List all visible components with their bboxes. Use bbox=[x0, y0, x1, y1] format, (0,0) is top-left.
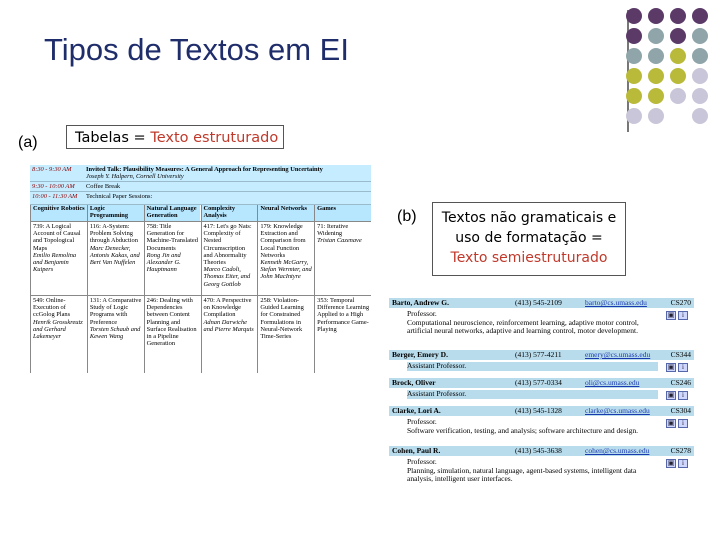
schedule-paper bbox=[204, 223, 256, 288]
caption-b-line2: uso de formatação = bbox=[455, 230, 603, 246]
schedule-paper bbox=[317, 297, 369, 333]
person-name: Berger, Emery D. bbox=[392, 350, 448, 359]
person-role: Professor. bbox=[407, 309, 437, 318]
schedule-column bbox=[314, 205, 371, 373]
decorative-dot bbox=[626, 48, 642, 64]
decorative-dot bbox=[648, 108, 664, 124]
decorative-dot bbox=[692, 48, 708, 64]
info-icon[interactable]: i bbox=[678, 419, 688, 428]
schedule-column bbox=[257, 205, 314, 373]
paper-authors: Rong Jin and Alexander G. Hauptmann bbox=[146, 251, 181, 274]
decorative-dot bbox=[626, 108, 642, 124]
person-research: Planning, simulation, natural language, agent-based systems, intelligent data analysis, intelligent user interfaces. bbox=[407, 466, 637, 484]
decorative-dot bbox=[692, 8, 708, 24]
schedule-paper bbox=[317, 223, 369, 245]
person-name: Brock, Oliver bbox=[392, 378, 436, 387]
person-email-link[interactable]: emery@cs.umass.edu bbox=[585, 350, 651, 359]
decorative-dot bbox=[692, 88, 708, 104]
conference-schedule-table bbox=[30, 165, 371, 373]
caption-b-highlight: Texto semiestruturado bbox=[450, 250, 608, 266]
paper-title: 353: Temporal Difference Learning Applied to a High Performance Game-Playing bbox=[317, 297, 370, 333]
vcard-icon[interactable]: ▣ bbox=[667, 459, 675, 467]
schedule-bar-break bbox=[30, 182, 371, 192]
person-research: Computational neuroscience, reinforcement learning, adaptive motor control, artificial neural networks, adaptive and learning control, motor development. bbox=[407, 318, 639, 336]
schedule-column-header: Neural Networks bbox=[258, 205, 314, 221]
faculty-directory bbox=[389, 298, 694, 490]
schedule-event: Invited Talk: Plausibility Measures: A General Approach for Representing Uncertainty bbox=[86, 166, 323, 173]
decorative-dot bbox=[648, 68, 664, 84]
schedule-bar-invited bbox=[30, 165, 371, 182]
decorative-dot bbox=[648, 48, 664, 64]
paper-title: 470: A Perspective on Knowledge Compilation bbox=[203, 297, 252, 319]
slide-title: Tipos de Textos em EI bbox=[44, 32, 349, 67]
caption-a-highlight: Texto estruturado bbox=[150, 130, 279, 146]
person-phone: (413) 545-1328 bbox=[515, 406, 562, 415]
person-role: Assistant Professor. bbox=[407, 390, 658, 399]
paper-title: 116: A-System: Problem Solving through Abduction bbox=[89, 223, 138, 245]
label-b: (b) bbox=[397, 208, 417, 225]
caption-structured-text bbox=[66, 125, 284, 149]
person-email-link[interactable]: clarke@cs.umass.edu bbox=[585, 406, 650, 415]
decorative-dot bbox=[626, 68, 642, 84]
schedule-column-header: Cognitive Robotics bbox=[31, 205, 87, 221]
info-icon[interactable]: i bbox=[678, 459, 688, 468]
person-name: Clarke, Lori A. bbox=[392, 406, 441, 415]
paper-title: 179: Knowledge Extraction and Comparison from Local Function Networks bbox=[260, 223, 306, 259]
person-phone: (413) 577-0334 bbox=[515, 378, 562, 387]
decorative-dot bbox=[648, 88, 664, 104]
schedule-column-header: Natural Language Generation bbox=[145, 205, 201, 221]
entry-icons bbox=[666, 419, 690, 428]
person-name: Barto, Andrew G. bbox=[392, 298, 449, 307]
paper-authors: Marco Cadoli, Thomas Eiter, and Georg Gottlob bbox=[203, 266, 251, 288]
decorative-dot bbox=[670, 68, 686, 84]
paper-title: 417: Let's go Nats: Complexity of Nested Circumscription and Abnormality Theories bbox=[203, 223, 252, 267]
paper-title: 71: Iterative Widening bbox=[317, 223, 349, 238]
decorative-dot bbox=[670, 8, 686, 24]
decorative-dot bbox=[626, 8, 642, 24]
entry-icons bbox=[666, 391, 690, 400]
decorative-dot bbox=[692, 28, 708, 44]
entry-icons bbox=[666, 459, 690, 468]
decorative-dot bbox=[670, 28, 686, 44]
decorative-dot bbox=[626, 28, 642, 44]
vcard-icon[interactable]: ▣ bbox=[667, 391, 675, 399]
person-research: Software verification, testing, and analysis; software architecture and design. bbox=[407, 426, 638, 435]
schedule-paper bbox=[90, 223, 142, 266]
decorative-dot bbox=[692, 108, 708, 124]
person-office: CS304 bbox=[670, 406, 691, 415]
decorative-dot bbox=[692, 68, 708, 84]
person-office: CS246 bbox=[670, 378, 691, 387]
paper-authors: Torsten Schaub and Kewen Wang bbox=[89, 325, 141, 341]
person-email-link[interactable]: cohen@cs.umass.edu bbox=[585, 446, 650, 455]
paper-title: 739: A Logical Account of Causal and Topological Maps bbox=[33, 223, 81, 252]
paper-authors: Emilio Remolina and Benjamin Kuipers bbox=[33, 251, 77, 274]
schedule-paper bbox=[33, 297, 85, 340]
schedule-column-header: Games bbox=[315, 205, 371, 221]
person-phone: (413) 545-3638 bbox=[515, 446, 562, 455]
person-role: Assistant Professor. bbox=[407, 362, 658, 371]
schedule-paper bbox=[147, 223, 199, 273]
person-office: CS344 bbox=[670, 350, 691, 359]
entry-icons bbox=[666, 311, 690, 320]
paper-authors: Henrik Grosskreutz and Gerhard Lakemeyer bbox=[33, 318, 83, 341]
decorative-dot bbox=[648, 28, 664, 44]
vcard-icon[interactable]: ▣ bbox=[667, 363, 675, 371]
vcard-icon[interactable]: ▣ bbox=[667, 311, 675, 319]
directory-entry bbox=[389, 406, 694, 446]
directory-entry bbox=[389, 446, 694, 486]
schedule-event: Coffee Break bbox=[86, 183, 121, 190]
info-icon[interactable]: i bbox=[678, 311, 688, 320]
caption-b-line1: Textos não gramaticais e bbox=[441, 210, 617, 226]
schedule-paper bbox=[33, 223, 85, 273]
schedule-time: 10:00 - 11:30 AM bbox=[32, 193, 78, 200]
schedule-time: 9:30 - 10:00 AM bbox=[32, 183, 75, 190]
paper-title: 258: Violation-Guided Learning for Constrained Formulations in Neural-Network Time-Series bbox=[260, 297, 304, 341]
schedule-grid bbox=[30, 205, 371, 373]
paper-title: 131: A Comparative Study of Logic Programs with Preference bbox=[89, 297, 142, 326]
decorative-dot bbox=[670, 48, 686, 64]
info-icon[interactable]: i bbox=[678, 363, 688, 372]
paper-authors: Adnan Darwiche and Pierre Marquis bbox=[203, 318, 254, 333]
schedule-time: 8:30 - 9:30 AM bbox=[32, 166, 72, 173]
schedule-paper bbox=[260, 223, 312, 281]
schedule-column-header: Complexity Analysis bbox=[202, 205, 258, 221]
person-email-link[interactable]: oli@cs.umass.edu bbox=[585, 378, 640, 387]
label-a: (a) bbox=[18, 134, 38, 151]
decorative-dot bbox=[670, 88, 686, 104]
person-email-link[interactable]: barto@cs.umass.edu bbox=[585, 298, 647, 307]
paper-title: 549: Online-Execution of ccGolog Plans bbox=[33, 297, 71, 319]
schedule-bar-sessions bbox=[30, 192, 371, 205]
schedule-paper bbox=[204, 297, 256, 333]
schedule-paper bbox=[147, 297, 199, 347]
schedule-event-sub: Joseph Y. Halpern, Cornell University bbox=[86, 173, 184, 180]
paper-title: 246: Dealing with Dependencies between Content Planning and Surface Realisation in a Pipeline Generation bbox=[146, 297, 197, 348]
schedule-column bbox=[30, 205, 87, 373]
person-name: Cohen, Paul R. bbox=[392, 446, 441, 455]
paper-authors: Kenneth McGarry, Stefan Wermter, and John MacIntyre bbox=[260, 259, 312, 281]
paper-authors: Tristan Cazenave bbox=[317, 237, 362, 245]
schedule-column-header: Logic Programming bbox=[88, 205, 144, 221]
person-role: Professor. bbox=[407, 417, 437, 426]
info-icon[interactable]: i bbox=[678, 391, 688, 400]
schedule-column bbox=[144, 205, 201, 373]
paper-title: 758: Title Generation for Machine-Translated Documents bbox=[146, 223, 198, 252]
person-phone: (413) 577-4211 bbox=[515, 350, 562, 359]
person-role: Professor. bbox=[407, 457, 437, 466]
schedule-event: Technical Paper Sessions: bbox=[86, 193, 153, 200]
paper-authors: Marc Denecker, Antonis Kakas, and Bert Van Nuffelen bbox=[89, 244, 140, 267]
schedule-column bbox=[201, 205, 258, 373]
directory-entry bbox=[389, 298, 694, 338]
schedule-paper bbox=[90, 297, 142, 340]
caption-a-prefix: Tabelas = bbox=[75, 130, 151, 146]
decorative-dot bbox=[648, 8, 664, 24]
entry-icons bbox=[666, 363, 690, 372]
person-phone: (413) 545-2109 bbox=[515, 298, 562, 307]
schedule-paper bbox=[260, 297, 312, 340]
person-office: CS270 bbox=[670, 298, 691, 307]
decorative-dot bbox=[626, 88, 642, 104]
person-office: CS278 bbox=[670, 446, 691, 455]
vcard-icon[interactable]: ▣ bbox=[667, 419, 675, 427]
decorative-dot-grid bbox=[606, 6, 720, 126]
schedule-column bbox=[87, 205, 144, 373]
caption-semistructured-text bbox=[432, 202, 626, 276]
